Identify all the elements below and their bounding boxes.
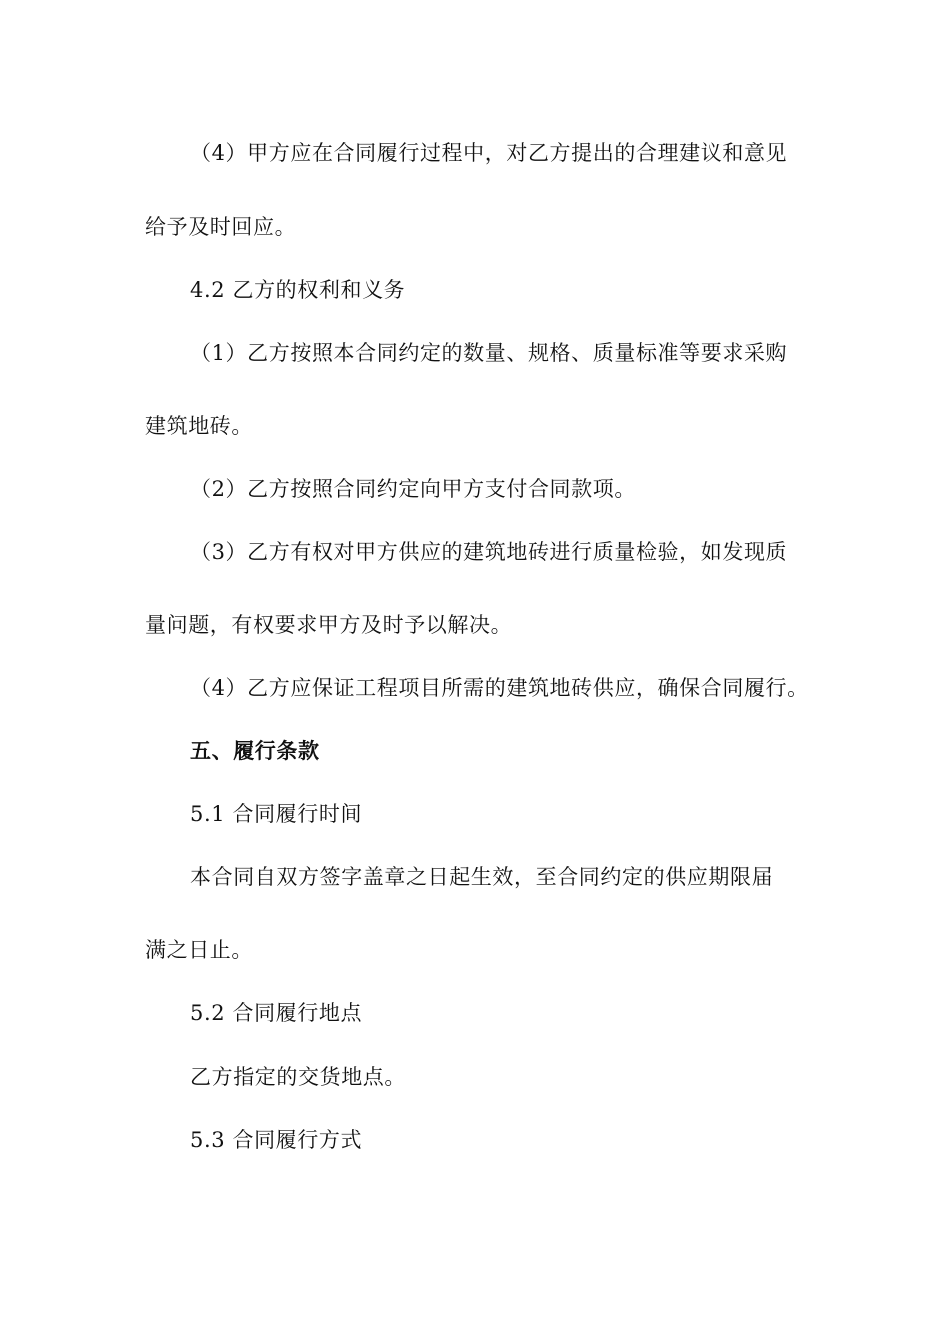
section-heading-5-1: 5.1 合同履行时间 (190, 802, 363, 826)
section-heading-5-3: 5.3 合同履行方式 (190, 1128, 363, 1152)
paragraph-party-b-obligation-3: （3）乙方有权对甲方供应的建筑地砖进行质量检验，如发现质 (190, 540, 788, 564)
paragraph-continuation: 满之日止。 (145, 938, 253, 962)
section-heading-4-2: 4.2 乙方的权利和义务 (190, 278, 406, 302)
paragraph-continuation: 给予及时回应。 (145, 215, 297, 239)
paragraph-performance-time: 本合同自双方签字盖章之日起生效，至合同约定的供应期限届 (190, 865, 774, 889)
paragraph-continuation: 建筑地砖。 (145, 414, 253, 438)
paragraph-continuation: 量问题，有权要求甲方及时予以解决。 (145, 613, 513, 637)
paragraph-party-b-obligation-2: （2）乙方按照合同约定向甲方支付合同款项。 (190, 477, 636, 501)
chapter-heading-5: 五、履行条款 (190, 738, 320, 763)
paragraph-party-b-obligation-1: （1）乙方按照本合同约定的数量、规格、质量标准等要求采购 (190, 341, 788, 365)
paragraph-party-a-obligation-4: （4）甲方应在合同履行过程中，对乙方提出的合理建议和意见 (190, 141, 788, 165)
paragraph-performance-place: 乙方指定的交货地点。 (190, 1065, 406, 1089)
section-heading-5-2: 5.2 合同履行地点 (190, 1001, 363, 1025)
paragraph-party-b-obligation-4: （4）乙方应保证工程项目所需的建筑地砖供应，确保合同履行。 (190, 676, 809, 700)
